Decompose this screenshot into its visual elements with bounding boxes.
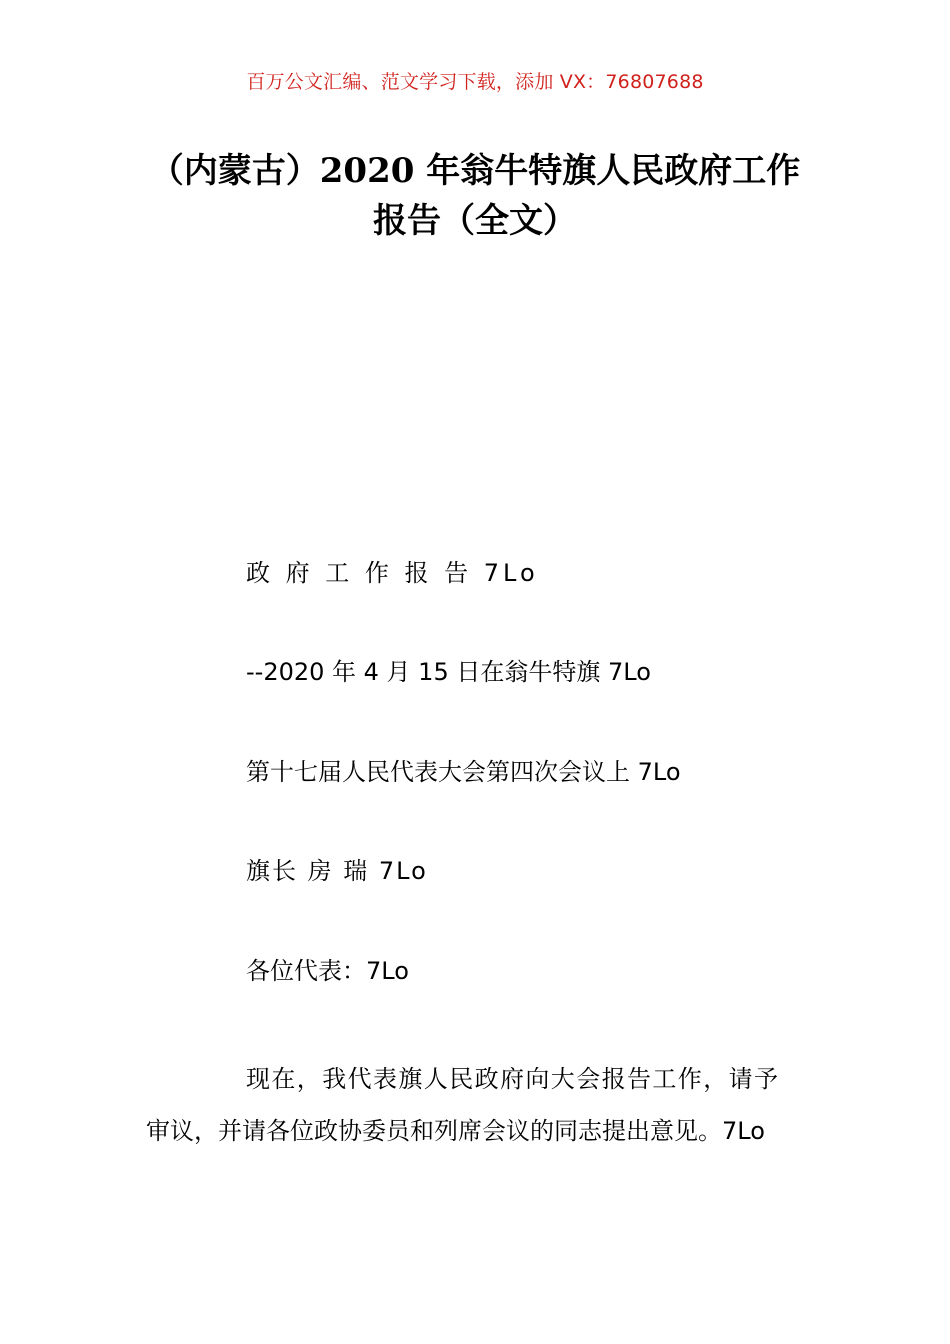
- body-paragraph: [146, 1053, 806, 1157]
- speaker-line: 旗长 房 瑞 7Lo: [246, 857, 428, 885]
- body-paragraph-line-1: 现在，我代表旗人民政府向大会报告工作，请予: [246, 1065, 780, 1093]
- date-line: --2020 年 4 月 15 日在翁牛特旗 7Lo: [246, 658, 651, 686]
- salutation-line: 各位代表：7Lo: [246, 957, 409, 985]
- document-title-line-2: 报告（全文）: [373, 201, 577, 241]
- meeting-line: 第十七届人民代表大会第四次会议上 7Lo: [246, 758, 681, 786]
- document-title-line-1: （内蒙古）2020 年翁牛特旗人民政府工作: [149, 151, 801, 191]
- document-title: [120, 146, 830, 246]
- header-watermark-note: 百万公文汇编、范文学习下载，添加 VX：76807688: [246, 71, 704, 93]
- body-paragraph-line-2: 审议，并请各位政协委员和列席会议的同志提出意见。7Lo: [146, 1117, 765, 1145]
- report-heading: 政 府 工 作 报 告 7Lo: [246, 559, 539, 587]
